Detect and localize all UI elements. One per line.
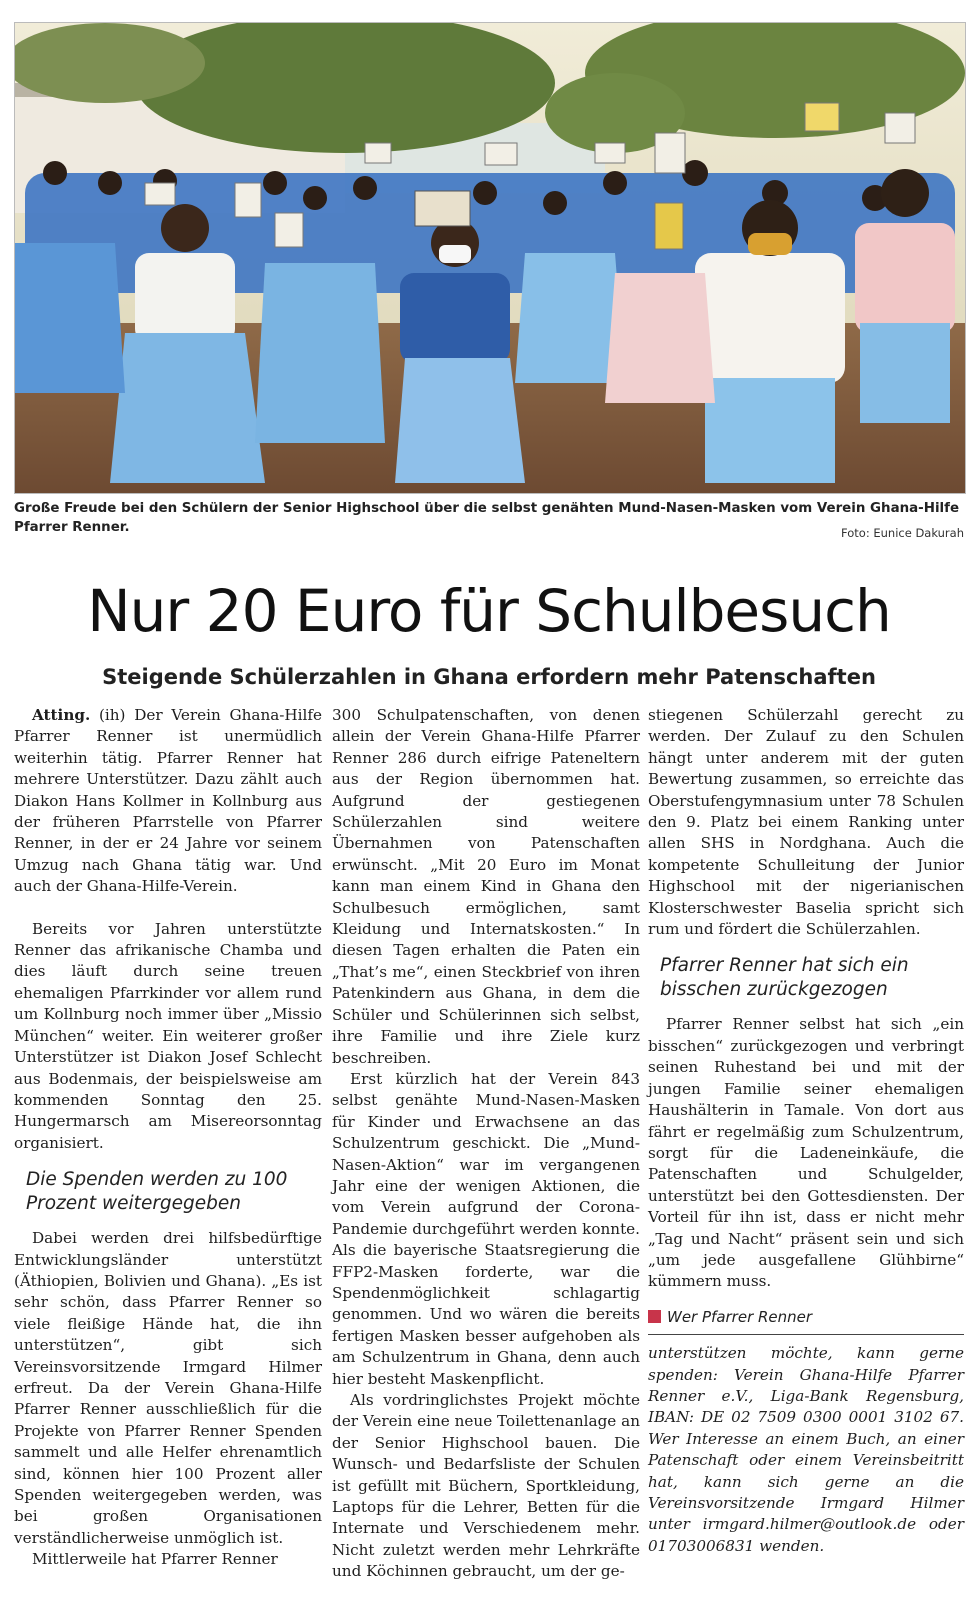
photo-caption: Große Freude bei den Schülern der Senior Highschool über die selbst genähten Mund-Nasen-Masken vom Verein Ghana-Hilfe Pfarrer Renner. xyxy=(14,501,960,535)
info-box-text: unterstützen möchte, kann gerne spenden: Verein Ghana-Hilfe Pfarrer Renner e.V., Liga-Bank Regensburg, IBAN: DE 02 7509 0300 0001 3102 67. Wer Interesse an einem Buch, an einer Patenschaft oder einem Vereinsbeitritt hat, kann sich gerne an die Vereinsvorsitzende Irmgard Hilmer unter irmgard.hilmer@outlook.de oder 01703006831 wenden. xyxy=(648,1344,964,1555)
article-photo xyxy=(14,22,966,494)
paragraph: Dabei werden drei hilfsbedürftige Entwicklungsländer unterstützt (Äthiopien, Bolivien und Ghana). „Es ist sehr schön, dass Pfarrer Renner so viele fleißige Hände hat, die ihn unterstützen“, gibt sich Vereinsvorsitzende Irmgard Hilmer erfreut. Da der Verein Ghana-Hilfe Pfarrer Renner ausschließlich für die Projekte von Pfarrer Renner Spenden sammelt und alle Helfer ehrenamtlich sind, können hier 100 Prozent aller Spenden weitergegeben werden, was bei großen Organisationen verständlicherweise unmöglich ist. xyxy=(14,1229,322,1547)
subheadline: Steigende Schülerzahlen in Ghana erfordern mehr Patenschaften xyxy=(102,665,876,689)
section-heading: Die Spenden werden zu 100 Prozent weitergegeben xyxy=(26,1169,288,1215)
column-3 xyxy=(648,705,964,1557)
paragraph-text: (ih) Der Verein Ghana-Hilfe Pfarrer Renner ist unermüdlich weiterhin tätig. Pfarrer Renner hat mehrere Unterstützer. Dazu zählt auch Diakon Hans Kollmer in Kollnburg aus der früheren Pfarrstelle von Pfarrer Renner, in der er 24 Jahre vor seinem Umzug nach Ghana tätig war. Und auch der Ghana-Hilfe-Verein. xyxy=(14,706,322,896)
dateline-place: Atting. xyxy=(32,706,91,724)
paragraph: Bereits vor Jahren unterstützte Renner das afrikanische Chamba und dies läuft durch seine treuen ehemaligen Pfarrkinder vor allem rund um Kollnburg noch immer über „Missio München“ weiter. Ein weiterer großer Unterstützer ist Diakon Josef Schlecht aus Bodenmais, der beispielsweise am kommenden Sonntag den 25. Hungermarsch am Misereorsonntag organisiert. xyxy=(14,919,322,1152)
photo-credit: Foto: Eunice Dakurah xyxy=(841,526,964,540)
paragraph xyxy=(14,705,322,898)
paragraph: Mittlerweile hat Pfarrer Renner xyxy=(32,1550,278,1569)
paragraph: Erst kürzlich hat der Verein 843 selbst genähte Mund-Nasen-Masken für Kinder und Erwachsene an das Schulzentrum geschickt. Die „Mund-Nasen-Aktion“ war im vergangenen Jahr eine der wenigen Aktionen, die vom Verein aufgrund der Corona-Pandemie durchgeführt werden konnte. Als die bayerische Staatsregierung die FFP2-Masken forderte, war die Spendenmöglichkeit schlagartig genommen. Und wo wären die bereits fertigen Masken besser aufgehoben als am Schulzentrum in Ghana, denn auch hier besteht Maskenpflicht. xyxy=(332,1069,640,1388)
section-heading: Pfarrer Renner hat sich ein bisschen zurückgezogen xyxy=(660,955,909,1001)
students-photo-illustration xyxy=(15,23,965,493)
red-square-icon xyxy=(648,1310,661,1323)
paragraph: Pfarrer Renner selbst hat sich „ein bisschen“ zurückgezogen und verbringt seinen Ruhestand bei und mit der jungen Familie seiner ehemaligen Haushälterin in Tamale. Von dort aus fährt er regelmäßig zum Schulzentrum, sorgt für die Ladeneinkäufe, die Patenschaften und Schulgelder, unterstützt bei den Gottesdiensten. Der Vorteil für ihn ist, dass er nicht mehr „Tag und Nacht“ präsent sein und sich „um jede ausgefallene Glühbirne“ kümmern muss. xyxy=(648,1015,964,1291)
info-box-title xyxy=(648,1303,964,1335)
paragraph: Als vordringlichstes Projekt möchte der Verein eine neue Toilettenanlage an der Senior Highschool bauen. Die Wunsch- und Bedarfsliste der Schulen ist gefüllt mit Büchern, Sportkleidung, Laptops für die Lehrer, Betten für die Internate und Verschiedenem mehr. Nicht zuletzt werden mehr Lehrkräfte und Köchinnen gebraucht, um der ge- xyxy=(332,1391,640,1581)
info-box-title-text: Wer Pfarrer Renner xyxy=(667,1307,813,1326)
paragraph: 300 Schulpatenschaften, von denen allein der Verein Ghana-Hilfe Pfarrer Renner 286 durch eifrige Pateneltern aus der Region übernommen hat. Aufgrund der gestiegenen Schülerzahlen sind weitere Übernahmen von Patenschaften erwünscht. „Mit 20 Euro im Monat kann man einem Kind in Ghana den Schulbesuch ermöglichen, samt Kleidung und Internatskosten.“ In diesen Tagen erhalten die Paten ein „That’s me“, einen Steckbrief von ihren Patenkindern aus Ghana, in dem die Schüler und Schülerinnen sich selbst, ihre Familie und ihre Ziele kurz beschreiben. xyxy=(332,706,640,1067)
column-2 xyxy=(332,705,640,1583)
column-1 xyxy=(14,705,322,1571)
headline: Nur 20 Euro für Schulbesuch xyxy=(87,577,891,645)
paragraph: stiegenen Schülerzahl gerecht zu werden. Der Zulauf zu den Schulen hängt unter anderem mit der guten Bewertung zusammen, so erreichte das Oberstufengymnasium unter 78 Schulen den 9. Platz bei einem Ranking unter allen SHS in Nordghana. Auch die kompetente Schulleitung der Junior Highschool mit der nigerianischen Klosterschwester Baselia spricht sich rum und fördert die Schülerzahlen. xyxy=(648,706,964,939)
